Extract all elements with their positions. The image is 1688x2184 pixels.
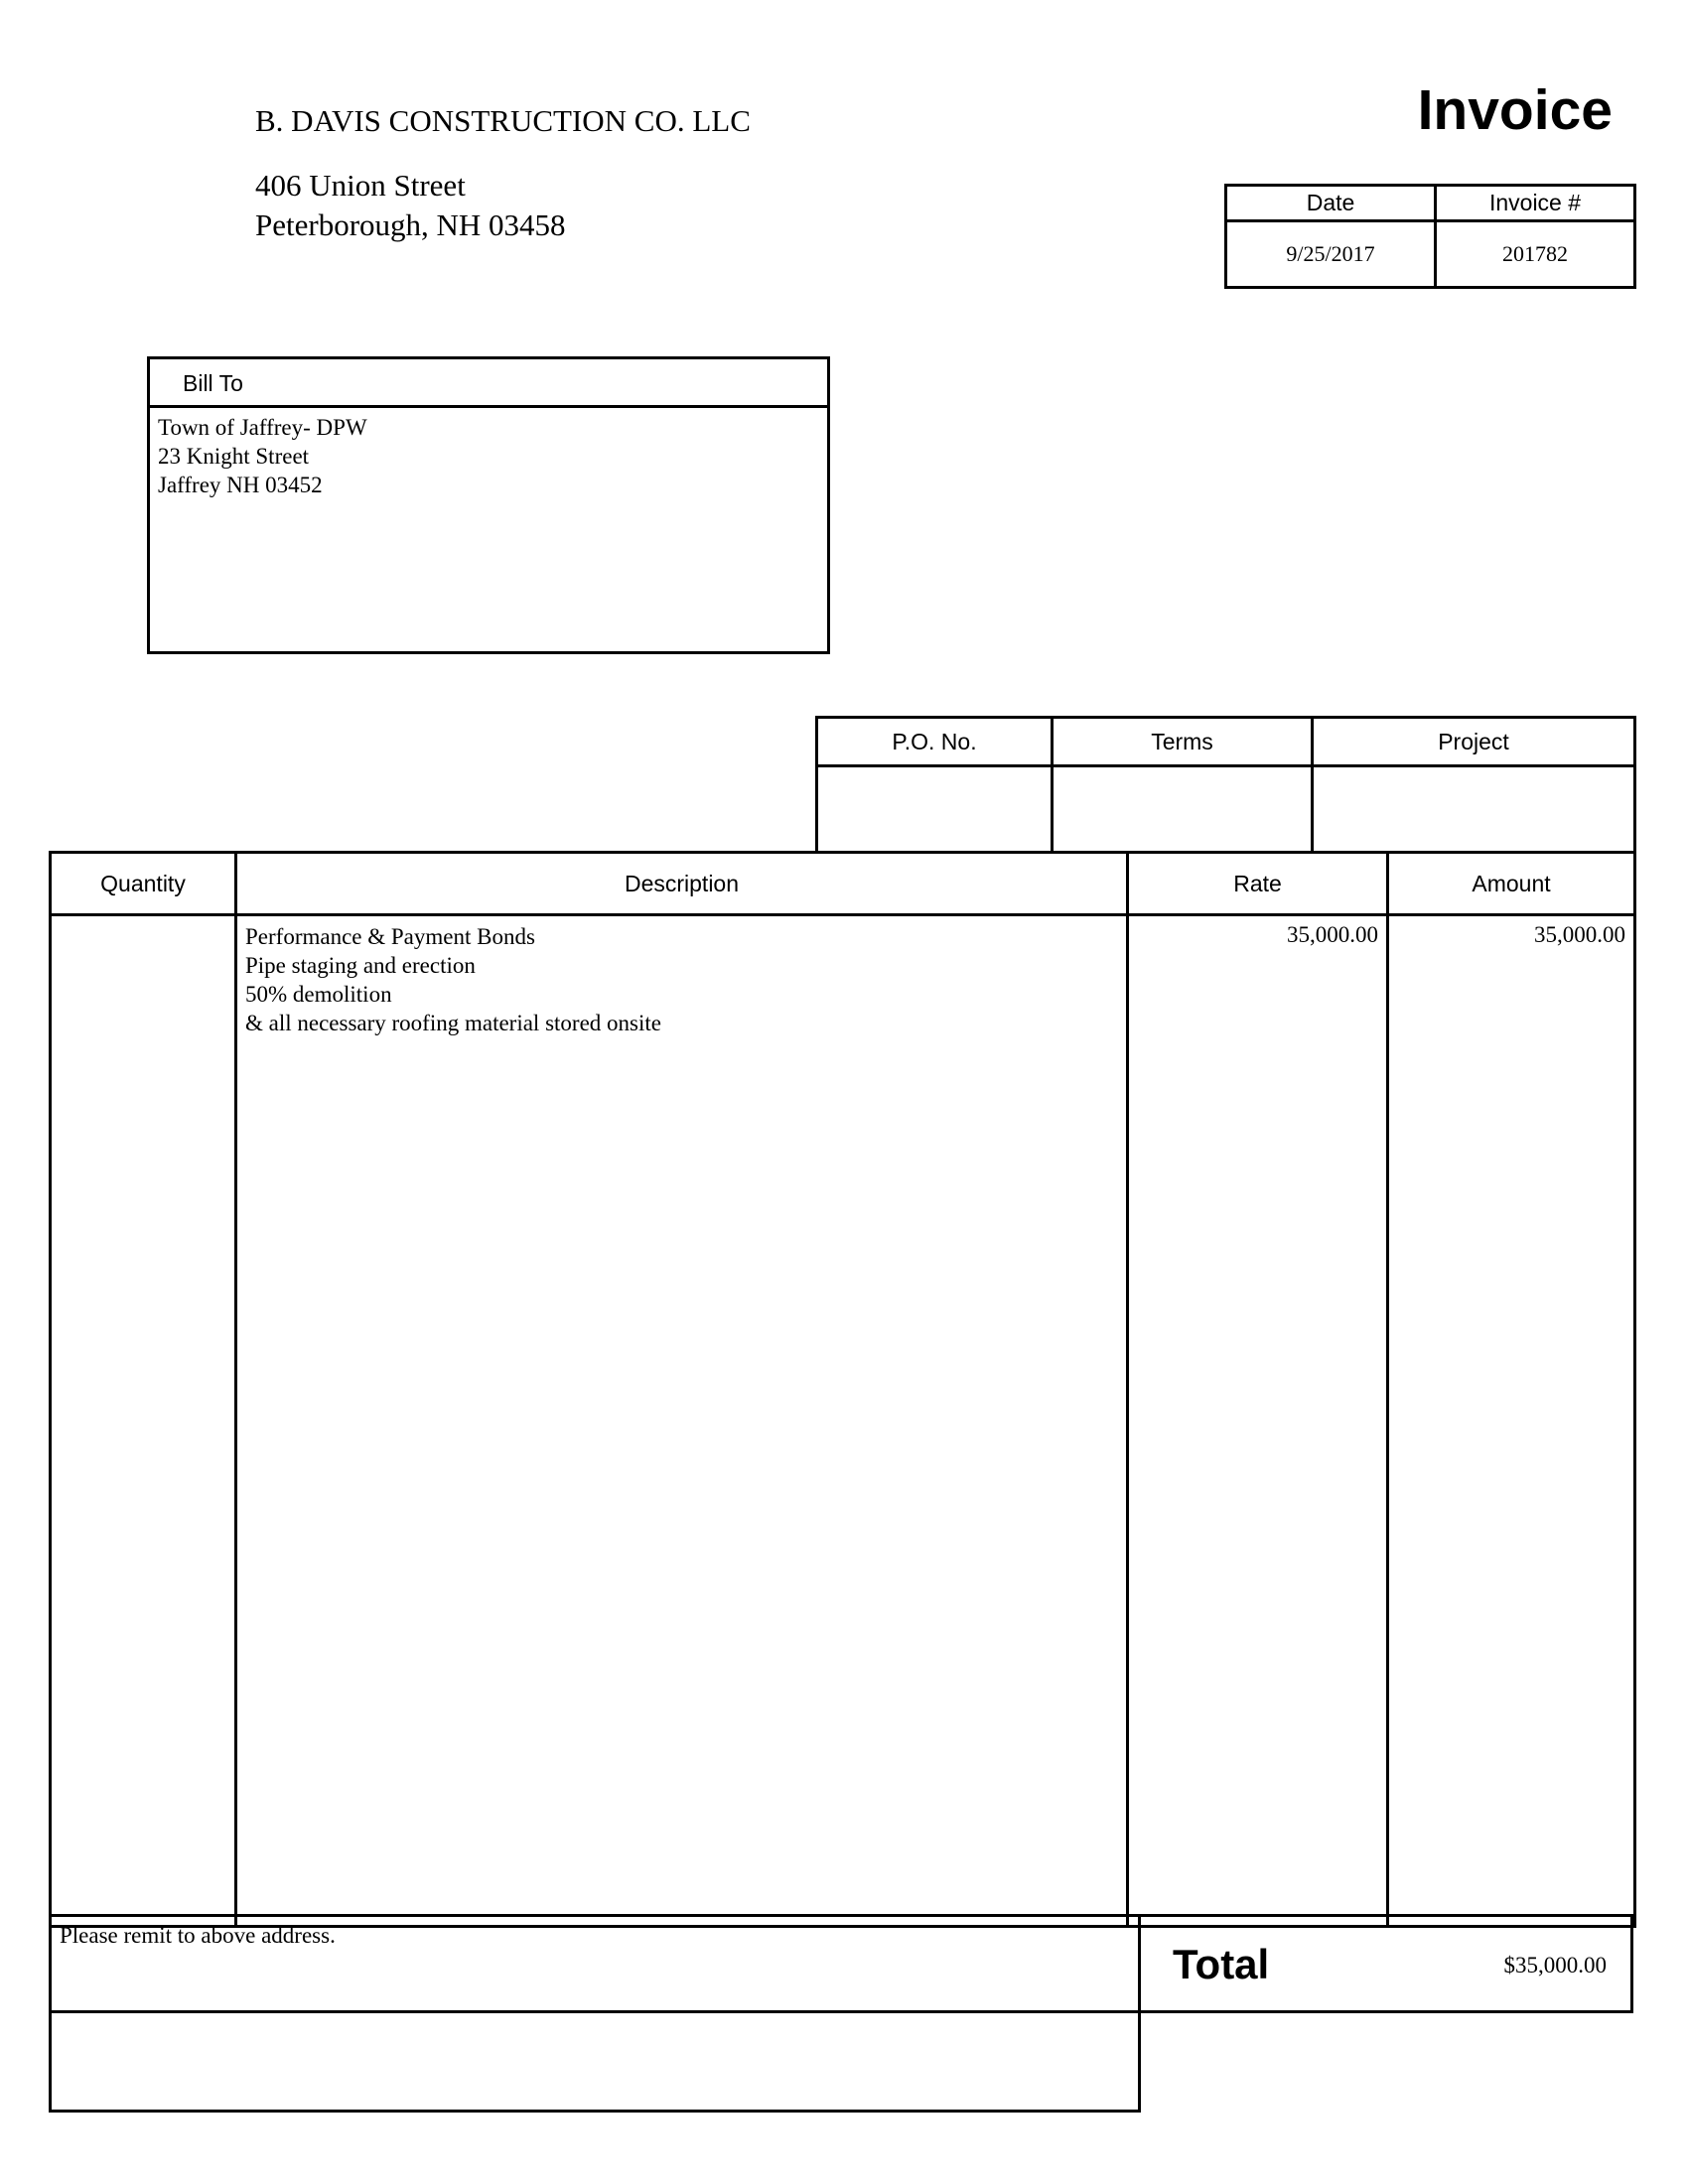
po-number-header: P.O. No. xyxy=(817,718,1053,766)
notes-box xyxy=(49,2010,1141,2113)
description-header: Description xyxy=(236,853,1128,915)
document-title: Invoice xyxy=(1417,78,1613,142)
invoice-number-header: Invoice # xyxy=(1436,186,1635,221)
total-box xyxy=(1138,1914,1633,2013)
terms-value xyxy=(1053,766,1313,853)
quantity-header: Quantity xyxy=(51,853,236,915)
description-line: Performance & Payment Bonds xyxy=(245,924,535,949)
table-row xyxy=(51,915,1635,1927)
bill-to-box xyxy=(147,356,830,654)
description-line: Pipe staging and erection xyxy=(245,953,476,978)
description-line: 50% demolition xyxy=(245,982,392,1007)
remit-note: Please remit to above address. xyxy=(49,1914,1141,2013)
invoice-number: 201782 xyxy=(1436,221,1635,288)
bill-to-label: Bill To xyxy=(150,359,827,408)
company-street: 406 Union Street xyxy=(255,168,466,203)
item-rate: 35,000.00 xyxy=(1128,915,1388,1927)
rate-header: Rate xyxy=(1128,853,1388,915)
invoice-meta-table xyxy=(1224,184,1636,289)
bill-to-line: 23 Knight Street xyxy=(158,444,310,469)
item-description xyxy=(236,915,1128,1927)
company-name: B. DAVIS CONSTRUCTION CO. LLC xyxy=(255,103,751,138)
item-quantity xyxy=(51,915,236,1927)
description-line: & all necessary roofing material stored onsite xyxy=(245,1011,661,1035)
po-number-value xyxy=(817,766,1053,853)
bill-to-line: Jaffrey NH 03452 xyxy=(158,473,323,497)
bill-to-address xyxy=(150,408,827,499)
company-address xyxy=(255,166,566,245)
total-label: Total xyxy=(1173,1941,1270,1987)
item-amount: 35,000.00 xyxy=(1388,915,1635,1927)
project-value xyxy=(1313,766,1635,853)
terms-header: Terms xyxy=(1053,718,1313,766)
amount-header: Amount xyxy=(1388,853,1635,915)
company-city: Peterborough, NH 03458 xyxy=(255,207,566,242)
invoice-date: 9/25/2017 xyxy=(1226,221,1436,288)
line-items-table xyxy=(49,851,1636,1928)
bill-to-line: Town of Jaffrey- DPW xyxy=(158,415,367,440)
date-header: Date xyxy=(1226,186,1436,221)
order-info-table xyxy=(815,716,1636,854)
project-header: Project xyxy=(1313,718,1635,766)
total-amount: $35,000.00 xyxy=(1503,1953,1607,1978)
